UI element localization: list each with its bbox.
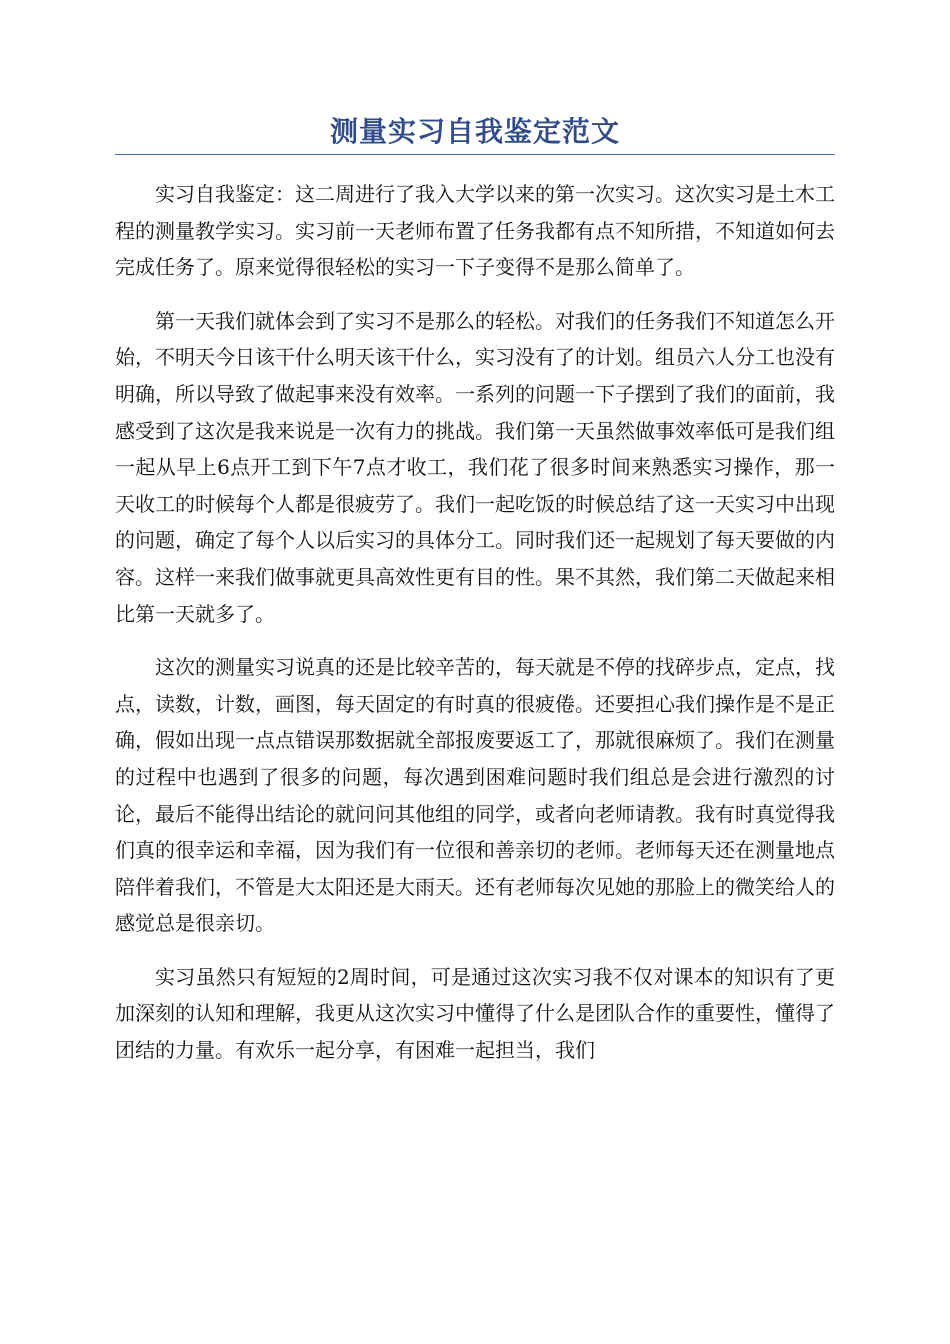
paragraph-1: 实习自我鉴定：这二周进行了我入大学以来的第一次实习。这次实习是土木工程的测量教学实习。实习前一天老师布置了任务我都有点不知所措，不知道如何去完成任务了。原来觉得很轻松的实习一下子变得不是那么简单了。	[115, 182, 835, 280]
title-underline	[115, 154, 835, 155]
paragraph-3: 这次的测量实习说真的还是比较辛苦的，每天就是不停的找碎步点，定点，找点，读数，计数，画图，每天固定的有时真的很疲倦。还要担心我们操作是不是正确，假如出现一点点错误那数据就全部报废要返工了，那就很麻烦了。我们在测量的过程中也遇到了很多的问题，每次遇到困难问题时我们组总是会进行激烈的讨论，最后不能得出结论的就问问其他组的同学，或者向老师请教。我有时真觉得我们真的很幸运和幸福，因为我们有一位很和善亲切的老师。老师每天还在测量地点陪伴着我们，不管是大太阳还是大雨天。还有老师每次见她的那脸上的微笑给人的感觉总是很亲切。	[115, 655, 835, 936]
document-body	[115, 176, 835, 1086]
paragraph-2: 第一天我们就体会到了实习不是那么的轻松。对我们的任务我们不知道怎么开始，不明天今日该干什么明天该干什么，实习没有了的计划。组员六人分工也没有明确，所以导致了做起事来没有效率。一系列的问题一下子摆到了我们的面前，我感受到了这次是我来说是一次有力的挑战。我们第一天虽然做事效率低可是我们组一起从早上6点开工到下午7点才收工，我们花了很多时间来熟悉实习操作，那一天收工的时候每个人都是很疲劳了。我们一起吃饭的时候总结了这一天实习中出现的问题，确定了每个人以后实习的具体分工。同时我们还一起规划了每天要做的内容。这样一来我们做事就更具高效性更有目的性。果不其然，我们第二天做起来相比第一天就多了。	[115, 308, 835, 626]
document-title: 测量实习自我鉴定范文	[329, 115, 620, 148]
paragraph-4: 实习虽然只有短短的2周时间，可是通过这次实习我不仅对课本的知识有了更加深刻的认知和理解，我更从这次实习中懂得了什么是团队合作的重要性，懂得了团结的力量。有欢乐一起分享，有困难一起担当，我们	[115, 964, 835, 1063]
